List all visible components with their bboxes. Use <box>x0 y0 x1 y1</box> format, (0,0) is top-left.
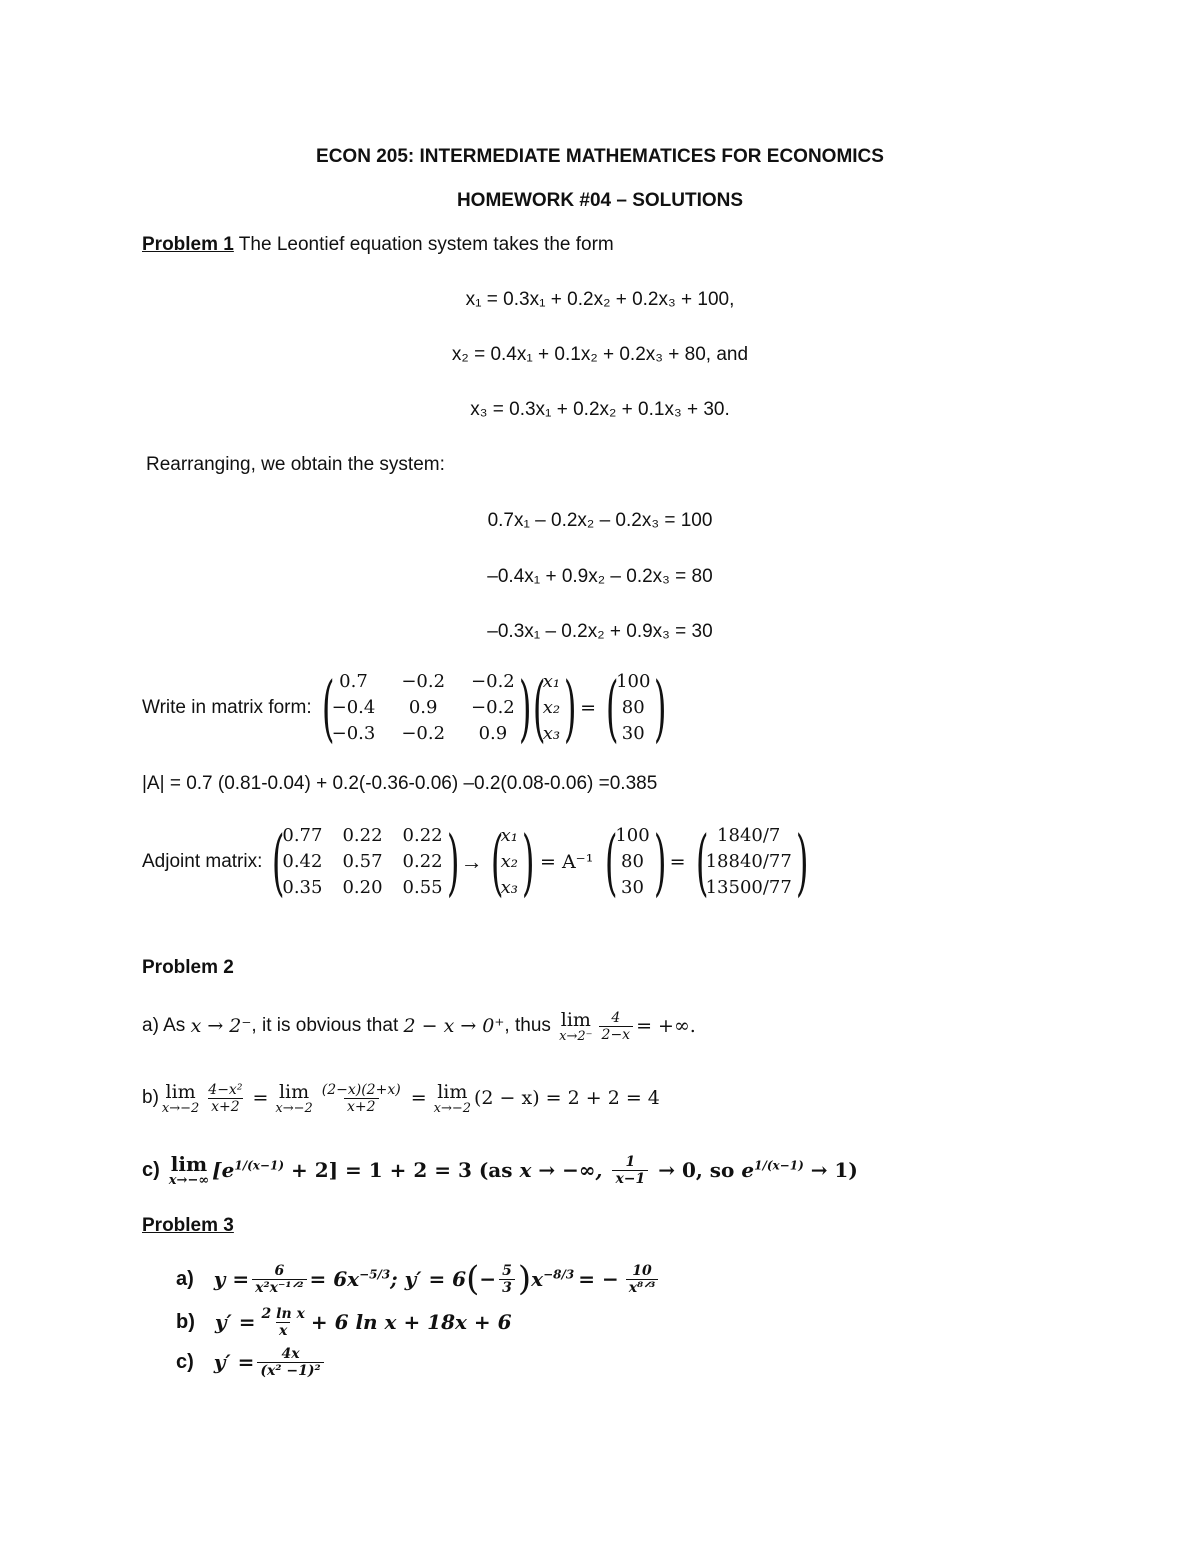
text: a) <box>176 1267 194 1290</box>
vector-cell: 13500/77 <box>705 877 792 898</box>
vector-cell: 80 <box>621 697 645 718</box>
math-expr: [$e^{1/(x-1)}$ <box>212 1158 285 1182</box>
fraction: $\frac{4}{2-x}$ <box>599 1010 634 1043</box>
vector-cell: 1840/7 <box>717 825 781 846</box>
system-eq-1: 0.7x₁ – 0.2x₂ – 0.2x₃ = 100 <box>487 510 713 531</box>
problem-3-label: Problem 3 <box>142 1215 234 1236</box>
problem-3c <box>176 1340 327 1384</box>
matrix-form-label: Write in matrix form: <box>142 697 312 718</box>
vector-cell: 30 <box>621 723 645 744</box>
equals-sign: = <box>580 697 597 719</box>
math-expr: y′ = <box>214 1310 256 1334</box>
vector-b-2: ( 100 80 30 ) <box>605 820 667 904</box>
vector-b: ( 100 80 30 ) <box>605 666 667 750</box>
leontief-eq-3: x₃ = 0.3x₁ + 0.2x₂ + 0.1x₃ + 30. <box>470 399 730 420</box>
matrix-cell: 0.22 <box>402 825 443 846</box>
fraction: $\frac{5}{3}$ <box>499 1263 515 1296</box>
text: b) <box>176 1310 195 1333</box>
vector-x: ( x₁ x₂ x₃ ) <box>532 666 577 750</box>
vector-cell: 80 <box>621 851 644 872</box>
math-expr: y′ = <box>213 1350 255 1374</box>
limit: lim x→−2 <box>275 1080 313 1116</box>
problem-1-text: The Leontief equation system takes the form <box>233 234 614 255</box>
problem-1-label: Problem 1 <box>142 234 234 255</box>
equals-sign: = <box>410 1087 427 1109</box>
matrix-cell: 0.42 <box>282 851 323 872</box>
vector-x-2: ( x₁ x₂ x₃ ) <box>490 820 535 904</box>
vector-cell: 100 <box>615 825 650 846</box>
inverse-symbol: = A⁻¹ <box>539 851 594 873</box>
matrix-cell: 0.9 <box>408 697 438 718</box>
matrix-cell: −0.3 <box>331 723 376 744</box>
matrix-cell: 0.55 <box>402 877 443 898</box>
problem-2c <box>142 1148 858 1192</box>
math-expr: y = <box>213 1267 250 1291</box>
vector-cell: x₂ <box>500 851 518 872</box>
text: a) As <box>142 1015 191 1036</box>
problem-1-intro <box>142 234 614 256</box>
matrix-cell: 0.22 <box>402 851 443 872</box>
system-eq-2: –0.4x₁ + 0.9x₂ – 0.2x₃ = 80 <box>487 566 713 587</box>
problem-3b <box>176 1302 512 1342</box>
page-subtitle: HOMEWORK #04 – SOLUTIONS <box>456 190 744 211</box>
fraction: $\frac{\text{4−x²}}{x+2}$ <box>208 1081 243 1115</box>
close-paren: ) <box>517 1259 532 1299</box>
fraction: $\frac{(2-x)(2+x)}{x+2}$ <box>321 1081 401 1115</box>
math-expr: ; y′ = 6 <box>390 1267 467 1291</box>
matrix-cell: −0.4 <box>331 697 376 718</box>
math-expr: = − <box>578 1267 619 1291</box>
vector-cell: x₃ <box>542 723 561 744</box>
limit: lim x→−2 <box>161 1080 200 1116</box>
system-eq-3: –0.3x₁ – 0.2x₂ + 0.9x₃ = 30 <box>487 621 713 642</box>
text: c) <box>142 1158 160 1181</box>
math-expr: + 2] = 1 + 2 = 3 (as <box>284 1158 520 1182</box>
math-expr: x → −∞, <box>519 1158 610 1182</box>
limit: lim x→−2 <box>433 1080 471 1116</box>
matrix-cell: 0.20 <box>342 877 383 898</box>
problem-3a <box>176 1257 661 1301</box>
minus: − <box>479 1267 497 1291</box>
vector-cell: x₁ <box>500 825 518 846</box>
matrix-cell: 0.7 <box>339 671 368 692</box>
math-expr: (2 − x) = 2 + 2 = 4 <box>474 1087 660 1109</box>
matrix-cell: 0.35 <box>282 877 323 898</box>
equals-sign: = <box>669 851 686 873</box>
math-expr: $e^{1/(x-1)}$ <box>741 1158 804 1182</box>
matrix-cell: −0.2 <box>471 671 515 692</box>
vector-cell: x₃ <box>500 877 518 898</box>
matrix-form <box>142 666 667 750</box>
text: b) <box>142 1087 159 1108</box>
math-expr: $x^{-8/3}$ <box>531 1267 575 1291</box>
matrix-cell: −0.2 <box>471 697 515 718</box>
matrix-cell: 0.57 <box>342 851 383 872</box>
matrix-cell: −0.2 <box>401 671 446 692</box>
fraction: $\frac{\text{2 ln x}}{x}$ <box>261 1305 305 1339</box>
fraction: $\frac{6}{\text{x²x⁻¹ᐟ²}}$ <box>252 1263 306 1296</box>
solution-vector: ( 1840/7 18840/77 13500/77 ) <box>695 820 809 904</box>
matrix-a-grid <box>332 670 515 746</box>
vector-cell: 30 <box>621 877 644 898</box>
problem-2b <box>142 1076 660 1120</box>
matrix-a: ( 0.7 −0.2 −0.2 −0.4 0.9 −0.2 −0.3 −0.2 0.9 ) <box>321 666 532 750</box>
rearranging-text: Rearranging, we obtain the system: <box>146 454 445 475</box>
math-expr: → 0, so <box>651 1158 742 1182</box>
text: , thus <box>504 1015 557 1036</box>
math-expr: = +∞. <box>636 1015 696 1037</box>
fraction: $\frac{10}{\text{x⁸ᐟ³}}$ <box>626 1263 659 1296</box>
matrix-cell: 0.9 <box>478 723 508 744</box>
matrix-cell: 0.77 <box>282 825 323 846</box>
problem-2-label: Problem 2 <box>142 957 234 978</box>
vector-cell: 100 <box>616 671 651 692</box>
vector-cell: 18840/77 <box>705 851 792 872</box>
math-expr: + 6 ln x + 18x + 6 <box>310 1310 512 1334</box>
limit: lim x→2⁻ <box>559 1008 593 1044</box>
matrix-cell: 0.22 <box>342 825 383 846</box>
page-title: ECON 205: INTERMEDIATE MATHEMATICES FOR ECONOMICS <box>316 146 884 167</box>
equals-sign: = <box>252 1087 269 1109</box>
math-expr: → 1) <box>803 1158 858 1182</box>
vector-cell: x₁ <box>542 671 561 692</box>
math-expr: 2 − x → 0⁺ <box>403 1015 505 1037</box>
matrix-cell: −0.2 <box>401 723 446 744</box>
arrow-symbol: → <box>460 849 483 874</box>
text: , it is obvious that <box>251 1015 404 1036</box>
math-expr: x → 2⁻ <box>190 1015 252 1037</box>
adjoint-label: Adjoint matrix: <box>142 851 263 872</box>
adjoint-form <box>142 820 809 904</box>
fraction: $\frac{1}{x-1}$ <box>612 1154 648 1187</box>
open-paren: ( <box>466 1259 480 1299</box>
leontief-eq-2: x₂ = 0.4x₁ + 0.1x₂ + 0.2x₃ + 80, and <box>451 344 749 365</box>
vector-cell: x₂ <box>542 697 561 718</box>
matrix-adj: ( 0.77 0.22 0.22 0.42 0.57 0.22 0.35 0.20 0.55 ) <box>272 820 460 904</box>
math-expr: = $6x^{-5/3}$ <box>309 1267 391 1291</box>
leontief-eq-1: x₁ = 0.3x₁ + 0.2x₂ + 0.2x₃ + 100, <box>465 289 735 310</box>
text: c) <box>176 1350 194 1373</box>
limit: lim x→−∞ <box>168 1151 210 1188</box>
problem-2a <box>142 1008 696 1044</box>
fraction: $\frac{4x}{\text{(x² −1)²}}$ <box>257 1346 323 1379</box>
determinant-line: |A| = 0.7 (0.81-0.04) + 0.2(-0.36-0.06) –0.2(0.08-0.06) =0.385 <box>142 773 658 794</box>
